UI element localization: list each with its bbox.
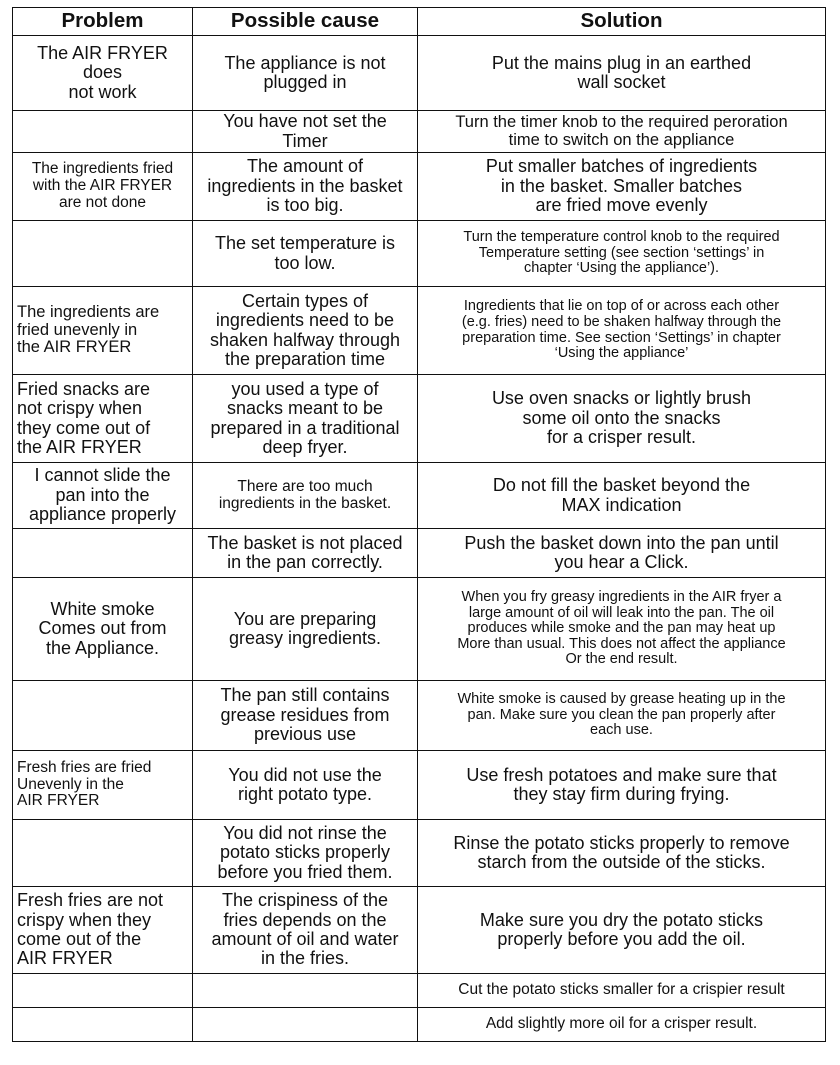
problem-cell: The ingredients are fried unevenly in the AIR FRYER xyxy=(13,287,193,375)
solution-cell: Make sure you dry the potato sticks properly before you add the oil. xyxy=(418,887,826,974)
problem-cell xyxy=(13,111,193,153)
cause-cell: The set temperature is too low. xyxy=(193,221,418,287)
solution-cell: Rinse the potato sticks properly to remove starch from the outside of the sticks. xyxy=(418,820,826,887)
solution-cell: Put smaller batches of ingredients in the basket. Smaller batches are fried move evenly xyxy=(418,153,826,221)
cause-cell: The crispiness of the fries depends on the amount of oil and water in the fries. xyxy=(193,887,418,974)
table-row xyxy=(13,287,826,375)
problem-cell xyxy=(13,1008,193,1042)
cause-cell: The amount of ingredients in the basket is too big. xyxy=(193,153,418,221)
cause-cell xyxy=(193,974,418,1008)
solution-cell: Add slightly more oil for a crisper result. xyxy=(418,1008,826,1042)
problem-cell xyxy=(13,681,193,751)
table-row xyxy=(13,887,826,974)
solution-cell: Ingredients that lie on top of or across each other (e.g. fries) need to be shaken halfway through the preparation time. See section ‘Settings’ in chapter ‘Using the appliance’ xyxy=(418,287,826,375)
problem-cell: White smoke Comes out from the Appliance. xyxy=(13,578,193,681)
solution-cell: When you fry greasy ingredients in the AIR fryer a large amount of oil will leak into the pan. The oil produces while smoke and the pan may heat up More than usual. This does not affect the appliance Or the end result. xyxy=(418,578,826,681)
solution-cell: Do not fill the basket beyond the MAX indication xyxy=(418,463,826,529)
problem-cell xyxy=(13,974,193,1008)
table-row xyxy=(13,111,826,153)
table-row xyxy=(13,974,826,1008)
table-row xyxy=(13,578,826,681)
table-row xyxy=(13,153,826,221)
header-row xyxy=(13,8,826,36)
table-row xyxy=(13,820,826,887)
solution-cell: White smoke is caused by grease heating up in the pan. Make sure you clean the pan properly after each use. xyxy=(418,681,826,751)
cause-cell: you used a type of snacks meant to be prepared in a traditional deep fryer. xyxy=(193,375,418,463)
troubleshooting-table xyxy=(12,7,826,1042)
problem-cell: The AIR FRYER does not work xyxy=(13,36,193,111)
cause-cell: Certain types of ingredients need to be shaken halfway through the preparation time xyxy=(193,287,418,375)
cause-cell: You are preparing greasy ingredients. xyxy=(193,578,418,681)
cause-cell: The basket is not placed in the pan correctly. xyxy=(193,529,418,578)
cause-cell: You have not set the Timer xyxy=(193,111,418,153)
solution-cell: Push the basket down into the pan until you hear a Click. xyxy=(418,529,826,578)
problem-cell xyxy=(13,820,193,887)
table-row xyxy=(13,529,826,578)
table-row xyxy=(13,221,826,287)
header-possible-cause: Possible cause xyxy=(193,8,418,36)
cause-cell: The pan still contains grease residues from previous use xyxy=(193,681,418,751)
solution-cell: Turn the timer knob to the required peroration time to switch on the appliance xyxy=(418,111,826,153)
solution-cell: Put the mains plug in an earthed wall socket xyxy=(418,36,826,111)
cause-cell: There are too much ingredients in the basket. xyxy=(193,463,418,529)
table-row xyxy=(13,1008,826,1042)
problem-cell: I cannot slide the pan into the appliance properly xyxy=(13,463,193,529)
solution-cell: Turn the temperature control knob to the required Temperature setting (see section ‘settings’ in chapter ‘Using the appliance’). xyxy=(418,221,826,287)
table-row xyxy=(13,375,826,463)
cause-cell: You did not use the right potato type. xyxy=(193,751,418,820)
cause-cell: You did not rinse the potato sticks properly before you fried them. xyxy=(193,820,418,887)
solution-cell: Use fresh potatoes and make sure that they stay firm during frying. xyxy=(418,751,826,820)
problem-cell: Fresh fries are not crispy when they come out of the AIR FRYER xyxy=(13,887,193,974)
problem-cell xyxy=(13,221,193,287)
solution-cell: Cut the potato sticks smaller for a crispier result xyxy=(418,974,826,1008)
cause-cell xyxy=(193,1008,418,1042)
table-row xyxy=(13,751,826,820)
table-row xyxy=(13,681,826,751)
header-solution: Solution xyxy=(418,8,826,36)
cause-cell: The appliance is not plugged in xyxy=(193,36,418,111)
problem-cell xyxy=(13,529,193,578)
table-row xyxy=(13,463,826,529)
table-row xyxy=(13,36,826,111)
solution-cell: Use oven snacks or lightly brush some oil onto the snacks for a crisper result. xyxy=(418,375,826,463)
problem-cell: Fried snacks are not crispy when they come out of the AIR FRYER xyxy=(13,375,193,463)
header-problem: Problem xyxy=(13,8,193,36)
problem-cell: Fresh fries are fried Unevenly in the AIR FRYER xyxy=(13,751,193,820)
problem-cell: The ingredients fried with the AIR FRYER are not done xyxy=(13,153,193,221)
